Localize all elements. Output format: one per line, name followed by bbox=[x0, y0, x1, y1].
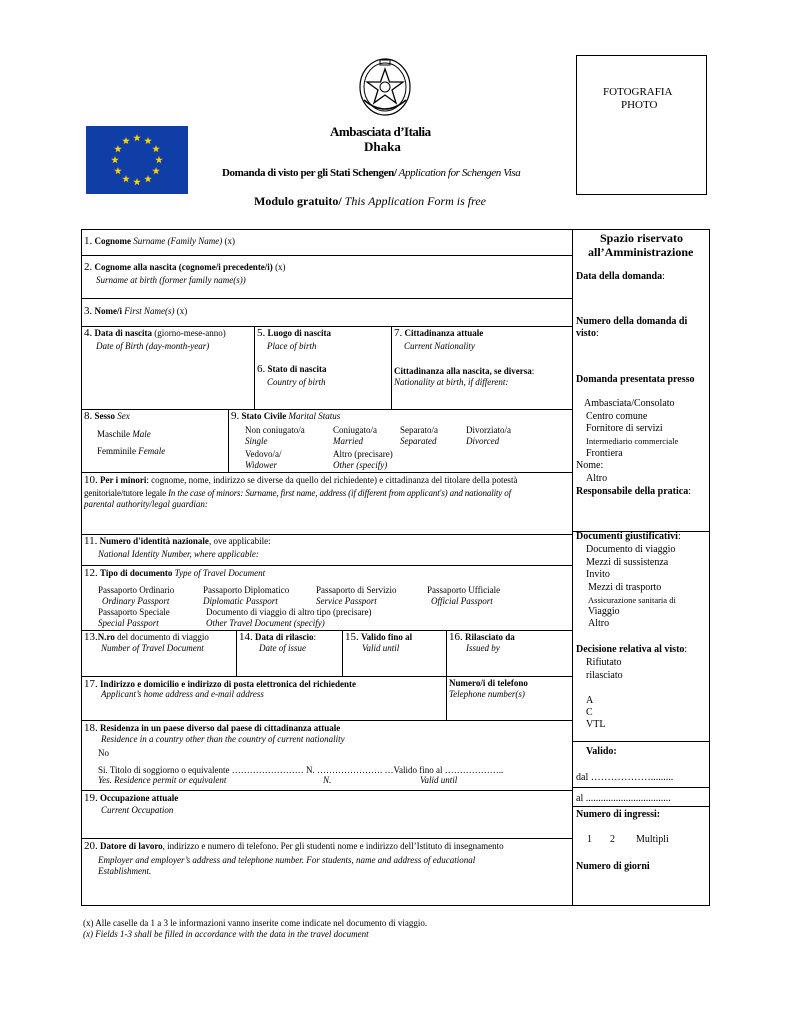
field-label: Cognome alla nascita (cognome/i precedente/i) bbox=[94, 262, 273, 272]
field-number: 2. bbox=[84, 261, 93, 273]
field-label-en: First Name(s) bbox=[124, 306, 175, 316]
option-label: Passaporto Ufficiale bbox=[427, 585, 501, 595]
field-label: N.ro bbox=[97, 632, 115, 642]
embassy-city: Dhaka bbox=[364, 139, 401, 154]
field-5-label-en: Place of birth bbox=[267, 341, 317, 351]
form-free-en: This Application Form is free bbox=[341, 194, 487, 208]
field-7-nationality[interactable] bbox=[394, 328, 483, 339]
field-15-label-en: Valid until bbox=[362, 643, 400, 653]
marital-option-divorced[interactable] bbox=[466, 425, 511, 447]
field-3-first-name[interactable] bbox=[84, 306, 187, 317]
field-13-document-number[interactable] bbox=[84, 632, 209, 643]
field-label-rest: genitoriale/tutore legale bbox=[84, 488, 166, 498]
photo-box[interactable] bbox=[576, 55, 707, 195]
field-19-label-en: Current Occupation bbox=[101, 805, 174, 815]
option-label: Divorziato/a bbox=[466, 425, 511, 435]
admin-entries: Numero di ingressi: bbox=[576, 809, 661, 820]
admin-option-service-provider[interactable]: Fornitore di servizi bbox=[586, 423, 663, 434]
field-number: 4. bbox=[84, 327, 93, 339]
option-label-en: Service Passport bbox=[316, 596, 377, 606]
admin-name-label: Nome: bbox=[576, 460, 604, 471]
field-2-label-en: Surname at birth (former family name(s)) bbox=[96, 275, 246, 285]
admin-doc-travel[interactable]: Documento di viaggio bbox=[586, 544, 676, 555]
admin-option-other[interactable]: Altro bbox=[586, 473, 608, 484]
field-number: 14. bbox=[239, 631, 253, 643]
option-label-en: Male bbox=[132, 429, 151, 439]
field-11-label-en: National Identity Number, where applicable: bbox=[98, 549, 259, 559]
form-title bbox=[222, 167, 520, 180]
field-colon: : bbox=[313, 632, 317, 642]
admin-label: Documenti giustificativi bbox=[576, 531, 678, 542]
marital-option-other[interactable] bbox=[333, 449, 393, 471]
admin-entries-multiple[interactable]: Multipli bbox=[636, 834, 669, 845]
field-label: Residenza in un paese diverso dal paese di cittadinanza attuale bbox=[100, 723, 341, 733]
form-free-note bbox=[254, 194, 486, 208]
field-14-date-of-issue[interactable] bbox=[239, 632, 316, 643]
admin-visa-type-c[interactable]: C bbox=[586, 707, 593, 718]
admin-title-2: all’Amministrazione bbox=[588, 245, 694, 259]
field-number: 1. bbox=[84, 235, 93, 247]
sex-option-female[interactable] bbox=[97, 446, 165, 457]
field-note: (x) bbox=[224, 236, 235, 246]
admin-days: Numero di giorni bbox=[576, 861, 650, 872]
admin-visa-decision: Decisione relativa al visto: bbox=[576, 644, 688, 655]
marital-option-separated[interactable] bbox=[400, 425, 438, 447]
field-number: 11. bbox=[84, 535, 98, 547]
residence-yes-en: Yes. Residence permit or equivalent bbox=[98, 775, 227, 785]
field-label-en: Surname (Family Name) bbox=[133, 236, 223, 246]
option-label: Passaporto Ordinario bbox=[98, 585, 175, 595]
field-12-document-type bbox=[84, 568, 265, 579]
field-8-sex bbox=[84, 411, 130, 422]
field-label-en: Sex bbox=[117, 411, 130, 421]
field-label: Data di nascita bbox=[94, 328, 153, 338]
admin-application-number-1: Numero della domanda di bbox=[576, 316, 688, 327]
admin-visa-type-vtl[interactable]: VTL bbox=[586, 719, 606, 730]
field-label-en: In the case of minors: Surname, first name, address (if different from applicant's) and nationality of bbox=[165, 488, 511, 498]
field-label: Rilasciato da bbox=[465, 632, 515, 642]
field-label: Tipo di documento bbox=[100, 568, 173, 578]
admin-option-common-centre[interactable]: Centro comune bbox=[586, 411, 648, 422]
admin-label: visto bbox=[576, 328, 596, 339]
field-label: Valido fino al bbox=[361, 632, 413, 642]
admin-doc-invitation[interactable]: Invito bbox=[586, 569, 610, 580]
admin-doc-insurance[interactable]: Assicurazione sanitaria di bbox=[588, 595, 676, 605]
marital-option-single[interactable] bbox=[245, 425, 305, 447]
field-label: Data di rilascio bbox=[255, 632, 314, 642]
field-number: 12. bbox=[84, 567, 98, 579]
residence-option-no[interactable]: No bbox=[98, 748, 109, 758]
field-14-label-en: Date of issue bbox=[259, 643, 306, 653]
admin-doc-means[interactable]: Mezzi di sussistenza bbox=[586, 557, 669, 568]
field-label-format: (giorno-mese-anno) bbox=[154, 328, 226, 338]
doc-option-service[interactable] bbox=[316, 585, 397, 607]
option-label: Passaporto di Servizio bbox=[316, 585, 397, 595]
option-label-en: Married bbox=[333, 436, 363, 446]
option-label-en: Other Travel Document (specify) bbox=[206, 618, 325, 628]
field-label: Occupazione attuale bbox=[100, 793, 179, 803]
field-label: Sesso bbox=[94, 411, 116, 421]
field-number: 19. bbox=[84, 792, 98, 804]
option-label: Passaporto Speciale bbox=[98, 607, 170, 617]
admin-title-1: Spazio riservato bbox=[600, 231, 683, 245]
admin-entries-2[interactable]: 2 bbox=[610, 834, 615, 845]
option-label: Passaporto Diplomatico bbox=[203, 585, 290, 595]
sex-option-male[interactable] bbox=[97, 429, 151, 440]
admin-responsible: Responsabile della pratica: bbox=[576, 486, 692, 497]
option-label-en: Widower bbox=[245, 460, 278, 470]
field-label: Cittadinanza attuale bbox=[404, 328, 484, 338]
admin-decision-refused[interactable]: Rifiutato bbox=[586, 657, 622, 668]
doc-option-other[interactable] bbox=[206, 607, 371, 629]
field-number: 8. bbox=[84, 410, 93, 422]
field-label: Cittadinanza alla nascita, se diversa bbox=[394, 366, 532, 376]
option-label: Non coniugato/a bbox=[245, 425, 305, 435]
doc-option-special[interactable] bbox=[98, 607, 170, 629]
field-4-date-of-birth[interactable] bbox=[84, 328, 226, 339]
option-label-en: Female bbox=[138, 446, 166, 456]
field-number: 3. bbox=[84, 305, 93, 317]
field-10-line2 bbox=[84, 488, 511, 499]
field-10-line3: parental authority/legal guardian: bbox=[84, 499, 208, 509]
doc-option-ordinary[interactable] bbox=[98, 585, 174, 607]
field-number: 16. bbox=[449, 631, 463, 643]
field-number: 5. bbox=[257, 327, 266, 339]
admin-label: Decisione relativa al visto bbox=[576, 644, 685, 655]
admin-option-border[interactable]: Frontiera bbox=[586, 448, 623, 459]
field-number: 9. bbox=[231, 410, 240, 422]
field-label: Datore di lavoro bbox=[100, 841, 163, 851]
field-label: Per i minori bbox=[100, 475, 147, 485]
field-7-label-en: Current Nationality bbox=[404, 341, 475, 351]
admin-valid: Valido: bbox=[586, 746, 617, 757]
field-number: 15. bbox=[345, 631, 359, 643]
field-label: Indirizzo e domicilio e indirizzo di posta elettronica del richiedente bbox=[100, 679, 357, 689]
field-1-surname[interactable] bbox=[84, 236, 235, 247]
admin-label: Responsabile della pratica bbox=[576, 486, 689, 497]
field-number: 17. bbox=[84, 678, 98, 690]
field-number: 18. bbox=[84, 722, 98, 734]
field-17-telephone-en: Telephone number(s) bbox=[449, 689, 525, 699]
field-20-employer[interactable] bbox=[84, 841, 504, 852]
form-title-en: Application for Schengen Visa bbox=[396, 167, 521, 179]
field-20-label-en: Employer and employer’s address and telephone number. For students, name and address of educational bbox=[98, 855, 476, 865]
option-label-en: Other (specify) bbox=[333, 460, 388, 470]
field-18-residence bbox=[84, 723, 340, 734]
admin-label: Data della domanda bbox=[576, 271, 663, 282]
marital-option-married[interactable] bbox=[333, 425, 377, 447]
admin-doc-insurance-2: Viaggio bbox=[588, 606, 620, 617]
admin-valid-to[interactable]: al .................................. bbox=[576, 793, 671, 804]
option-label-en: Official Passport bbox=[431, 596, 493, 606]
option-label: Separato/a bbox=[400, 425, 438, 435]
admin-doc-other[interactable]: Altro bbox=[588, 618, 610, 629]
admin-decision-issued[interactable]: rilasciato bbox=[586, 670, 623, 681]
field-15-valid-until[interactable] bbox=[345, 632, 412, 643]
field-number: 7. bbox=[394, 327, 403, 339]
field-colon: : bbox=[531, 366, 535, 376]
field-18-label-en: Residence in a country other than the country of current nationality bbox=[101, 734, 345, 744]
doc-option-official[interactable] bbox=[427, 585, 500, 607]
option-label: Vedovo/a/ bbox=[245, 449, 282, 459]
option-label-en: Single bbox=[245, 436, 268, 446]
field-17-label-en: Applicant’s home address and e-mail address bbox=[101, 689, 264, 699]
field-label: Stato Civile bbox=[241, 411, 287, 421]
field-label: Luogo di nascita bbox=[267, 328, 332, 338]
form-title-it: Domanda di visto per gli Stati Schengen/ bbox=[222, 167, 397, 179]
admin-application-number-2: visto: bbox=[576, 328, 599, 339]
admin-entries-1[interactable]: 1 bbox=[587, 834, 592, 845]
field-7-birth-nationality[interactable] bbox=[394, 366, 534, 377]
field-number: 13. bbox=[84, 631, 98, 643]
field-label-rest: , ove applicabile: bbox=[208, 536, 271, 546]
option-label: Coniugato/a bbox=[333, 425, 377, 435]
marital-option-widower[interactable] bbox=[245, 449, 282, 471]
residence-yes-en-valid: Valid until bbox=[420, 775, 458, 785]
field-label-rest: , indirizzo e numero di telefono. Per gli studenti nome e indirizzo dell’Istituto di insegnamento bbox=[162, 841, 504, 851]
field-label: Nome/i bbox=[94, 306, 122, 316]
admin-option-intermediary[interactable]: Intermediario commerciale bbox=[586, 436, 679, 446]
field-number: 10. bbox=[84, 474, 98, 486]
field-number: 6. bbox=[257, 363, 266, 375]
footnote-it: (x) Alle caselle da 1 a 3 le informazioni vanno inserite come indicate nel documento di viaggio. bbox=[83, 918, 428, 928]
field-note: (x) bbox=[275, 262, 286, 272]
admin-submitted-at: Domanda presentata presso bbox=[576, 374, 695, 385]
field-label: Numero d'identità nazionale bbox=[99, 536, 209, 546]
field-19-occupation[interactable] bbox=[84, 793, 178, 804]
admin-supporting-docs: Documenti giustificativi: bbox=[576, 531, 681, 542]
field-label-rest: : cognome, nome, indirizzo se diverse da quello del richiedente) e cittadinanza del titolare della potestà bbox=[146, 475, 518, 485]
option-label: Altro (precisare) bbox=[333, 449, 393, 459]
admin-colon: : bbox=[662, 271, 665, 282]
field-6-label-en: Country of birth bbox=[267, 377, 326, 387]
option-label: Maschile bbox=[97, 429, 130, 439]
field-2-birth-surname[interactable] bbox=[84, 262, 286, 273]
field-16-issued-by[interactable] bbox=[449, 632, 515, 643]
admin-valid-from[interactable]: dal ………………......... bbox=[576, 772, 674, 783]
field-number: 20. bbox=[84, 840, 98, 852]
admin-doc-transport[interactable]: Mezzi di trasporto bbox=[588, 582, 662, 593]
option-label-en: Special Passport bbox=[98, 618, 159, 628]
field-20-label-en-2: Establishment. bbox=[98, 866, 152, 876]
doc-option-diplomatic[interactable] bbox=[203, 585, 289, 607]
field-4-label-en: Date of Birth (day-month-year) bbox=[96, 341, 210, 351]
field-label: Cognome bbox=[94, 236, 131, 246]
field-16-label-en: Issued by bbox=[466, 643, 500, 653]
field-note: (x) bbox=[176, 306, 188, 316]
admin-option-embassy[interactable]: Ambasciata/Consolato bbox=[584, 398, 675, 409]
field-10-minors[interactable] bbox=[84, 475, 517, 486]
option-label: Documento di viaggio di altro tipo (precisare) bbox=[206, 607, 372, 617]
residence-yes-en-number: N. bbox=[323, 775, 332, 785]
field-13-label-en: Number of Travel Document bbox=[101, 643, 204, 653]
admin-application-date bbox=[576, 271, 665, 283]
field-label-en: Marital Status bbox=[288, 411, 341, 421]
field-6-country-of-birth[interactable] bbox=[257, 364, 327, 375]
admin-visa-type-a[interactable]: A bbox=[586, 695, 594, 706]
embassy-name: Ambasciata d’Italia bbox=[330, 124, 431, 139]
italian-emblem-icon bbox=[356, 56, 414, 118]
field-label-rest: del documento di viaggio bbox=[114, 632, 209, 642]
field-5-place-of-birth[interactable] bbox=[257, 328, 331, 339]
option-label: Femminile bbox=[97, 446, 136, 456]
eu-flag-icon bbox=[86, 126, 188, 194]
footnote-en: (x) Fields 1-3 shall be filled in accordance with the data in the travel document bbox=[83, 929, 369, 939]
field-label-en: Type of Travel Document bbox=[174, 568, 266, 578]
option-label-en: Diplomatic Passport bbox=[203, 596, 278, 606]
photo-label-en: PHOTO bbox=[621, 99, 658, 111]
option-label-en: Ordinary Passport bbox=[102, 596, 170, 606]
photo-label-it: FOTOGRAFIA bbox=[603, 86, 673, 98]
residence-option-yes[interactable]: Si. Titolo di soggiorno o equivalente …………………… N. …………………. …Valido fino al ……………….. bbox=[98, 765, 504, 775]
field-11-national-id[interactable] bbox=[84, 536, 271, 547]
option-label-en: Separated bbox=[400, 436, 437, 446]
form-free-it: Modulo gratuito/ bbox=[254, 194, 342, 208]
field-7-birth-nationality-en: Nationality at birth, if different: bbox=[394, 377, 509, 387]
field-17-telephone[interactable]: Numero/i di telefono bbox=[449, 678, 528, 688]
field-label: Stato di nascita bbox=[267, 364, 327, 374]
option-label-en: Divorced bbox=[466, 436, 500, 446]
field-9-marital-status bbox=[231, 411, 340, 422]
